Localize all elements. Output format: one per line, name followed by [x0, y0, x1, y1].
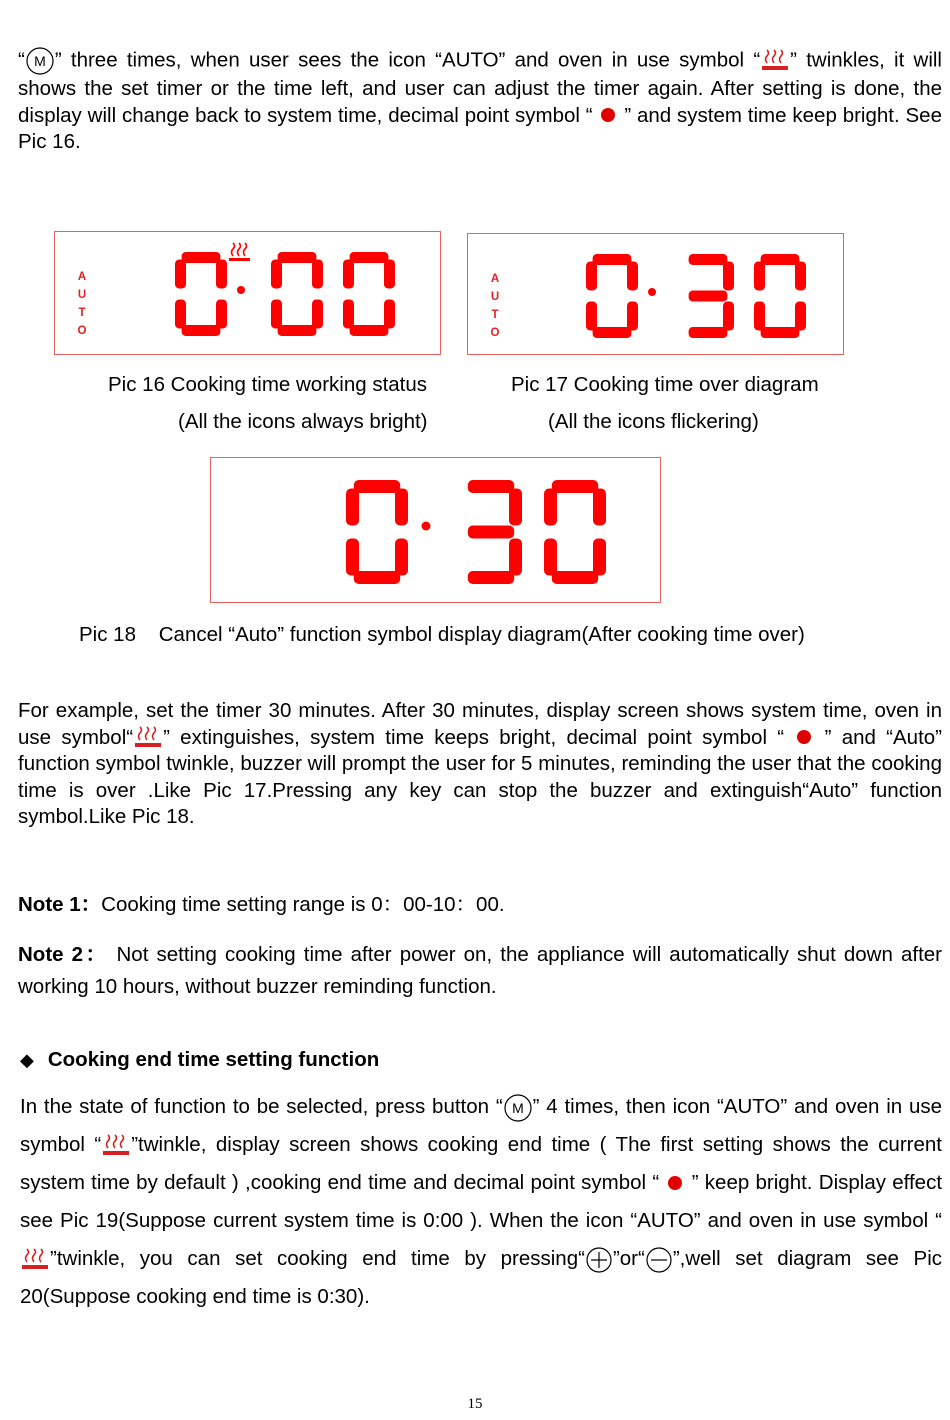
digit-2-segment-b	[795, 262, 806, 291]
digit-2-segment-a	[350, 252, 389, 263]
digit-2-segment-c	[384, 300, 395, 329]
page-number: 15	[467, 1396, 483, 1412]
digit-1-segment-b	[312, 260, 323, 289]
note-1: Note 1：Cooking time setting range is 0：00-10：00.	[18, 893, 505, 916]
digit-0-segment-d	[593, 327, 632, 338]
digit-0-segment-f	[175, 260, 186, 289]
digit-0-segment-b	[627, 262, 638, 291]
oven-in-use-icon	[760, 49, 790, 73]
digit-1-segment-a	[278, 252, 317, 263]
section-heading: ◆ Cooking end time setting function	[20, 1048, 380, 1071]
decimal-point-icon	[794, 728, 814, 748]
decimal-point-icon	[665, 1174, 685, 1194]
digit-1-segment-c	[312, 300, 323, 329]
pic16-subcaption: (All the icons always bright)	[178, 410, 428, 433]
digit-2-segment-f	[754, 262, 765, 291]
digit-2-segment-f	[544, 489, 557, 526]
decimal-point-icon	[598, 106, 618, 126]
decimal-point	[648, 288, 656, 296]
digit-1-segment-b	[509, 489, 522, 526]
digit-2-segment-d	[552, 571, 598, 584]
digit-0-segment-e	[346, 539, 359, 576]
digit-2-segment-a	[552, 480, 598, 493]
digit-0-segment-e	[175, 300, 186, 329]
pic18-caption: Pic 18 Cancel “Auto” function symbol display diagram(After cooking time over)	[79, 623, 805, 646]
digit-2-segment-c	[795, 302, 806, 331]
pic18-display-panel	[210, 457, 661, 603]
digit-0-segment-b	[216, 260, 227, 289]
digit-2-segment-e	[544, 539, 557, 576]
digit-1-segment-g	[689, 291, 728, 302]
intro-paragraph: “ M ” three times, when user sees the icon “AUTO” and oven in use symbol “ ” twinkles, it will shows the set timer or the time left, and user can adjust the timer again. After setting is done, the display will change back to system time, decimal point symbol “ ” and system time keep bright. See Pic 16.	[18, 46, 942, 156]
digit-0-segment-b	[395, 489, 408, 526]
minus-button-icon	[645, 1246, 673, 1274]
digit-0-segment-f	[586, 262, 597, 291]
digit-0-segment-c	[216, 300, 227, 329]
decimal-point	[237, 286, 245, 294]
pic16-seven-segment	[175, 242, 425, 342]
digit-1-segment-d	[278, 325, 317, 336]
pic16-display-panel	[54, 231, 441, 355]
digit-1-segment-f	[271, 260, 282, 289]
pic18-seven-segment	[346, 472, 646, 592]
digit-0-segment-a	[182, 252, 221, 263]
oven-in-use-icon	[229, 243, 250, 261]
pic17-caption: Pic 17 Cooking time over diagram	[511, 373, 819, 396]
decimal-point	[422, 522, 431, 531]
digit-2-segment-c	[593, 539, 606, 576]
digit-2-segment-e	[343, 300, 354, 329]
digit-0-segment-d	[354, 571, 400, 584]
digit-1-segment-b	[723, 262, 734, 291]
oven-in-use-icon	[133, 726, 163, 750]
digit-2-segment-b	[384, 260, 395, 289]
digit-0-segment-c	[395, 539, 408, 576]
example-paragraph: For example, set the timer 30 minutes. After 30 minutes, display screen shows system time, oven in use symbol“ ” extinguishes, system time keeps bright, decimal point symbol “ ” and “Auto” function symbol twinkle, buzzer will prompt the user for 5 minutes, reminding the user that the cooking time is over .Like Pic 17.Pressing any key can stop the buzzer and extinguish“Auto” function symbol.Like Pic 18.	[18, 699, 942, 828]
digit-1-segment-d	[468, 571, 514, 584]
oven-in-use-icon	[101, 1134, 131, 1158]
pic17-seven-segment	[586, 244, 836, 344]
digit-1-segment-d	[689, 327, 728, 338]
auto-indicator: A U T O	[490, 273, 500, 339]
pic17-subcaption: (All the icons flickering)	[548, 410, 759, 433]
note-2: Note 2： Not setting cooking time after power on, the appliance will automatically shut down after working 10 hours, without buzzer reminding function.	[18, 943, 943, 998]
digit-2-segment-d	[761, 327, 800, 338]
digit-1-segment-a	[689, 254, 728, 265]
digit-2-segment-d	[350, 325, 389, 336]
digit-1-segment-g	[468, 526, 514, 539]
digit-0-segment-a	[354, 480, 400, 493]
digit-2-segment-e	[754, 302, 765, 331]
end-time-paragraph: In the state of function to be selected, press button “ M ” 4 times, then icon “AUTO” and oven in use symbol “ ”twinkle, display screen shows cooking end time ( The first setting shows the current system time by default ) ,cooking end time and decimal point symbol “ ” keep bright. Display effect see Pic 19(Suppose current system time is 0:00 ). When the icon “AUTO” and oven in use symbol “ ”twinkle, you can set cooking end time by pressing“ ”or“ ”,well set diagram see Pic 20(Suppose cooking end time is 0:30).	[20, 1088, 942, 1316]
svg-text:M: M	[511, 1099, 524, 1116]
digit-0-segment-e	[586, 302, 597, 331]
digit-1-segment-e	[271, 300, 282, 329]
digit-1-segment-a	[468, 480, 514, 493]
pic17-display-panel	[467, 233, 844, 355]
plus-button-icon	[585, 1246, 613, 1274]
pic16-caption: Pic 16 Cooking time working status	[108, 373, 428, 396]
diamond-bullet-icon: ◆	[20, 1050, 34, 1070]
oven-in-use-icon	[20, 1248, 50, 1272]
mode-button-icon	[503, 1093, 533, 1123]
digit-2-segment-b	[593, 489, 606, 526]
svg-text:M: M	[33, 53, 46, 69]
digit-2-segment-a	[761, 254, 800, 265]
digit-1-segment-c	[509, 539, 522, 576]
digit-0-segment-d	[182, 325, 221, 336]
digit-0-segment-f	[346, 489, 359, 526]
digit-1-segment-c	[723, 302, 734, 331]
digit-0-segment-a	[593, 254, 632, 265]
digit-2-segment-f	[343, 260, 354, 289]
digit-0-segment-c	[627, 302, 638, 331]
mode-button-icon	[25, 46, 55, 76]
auto-indicator: A U T O	[77, 271, 87, 337]
